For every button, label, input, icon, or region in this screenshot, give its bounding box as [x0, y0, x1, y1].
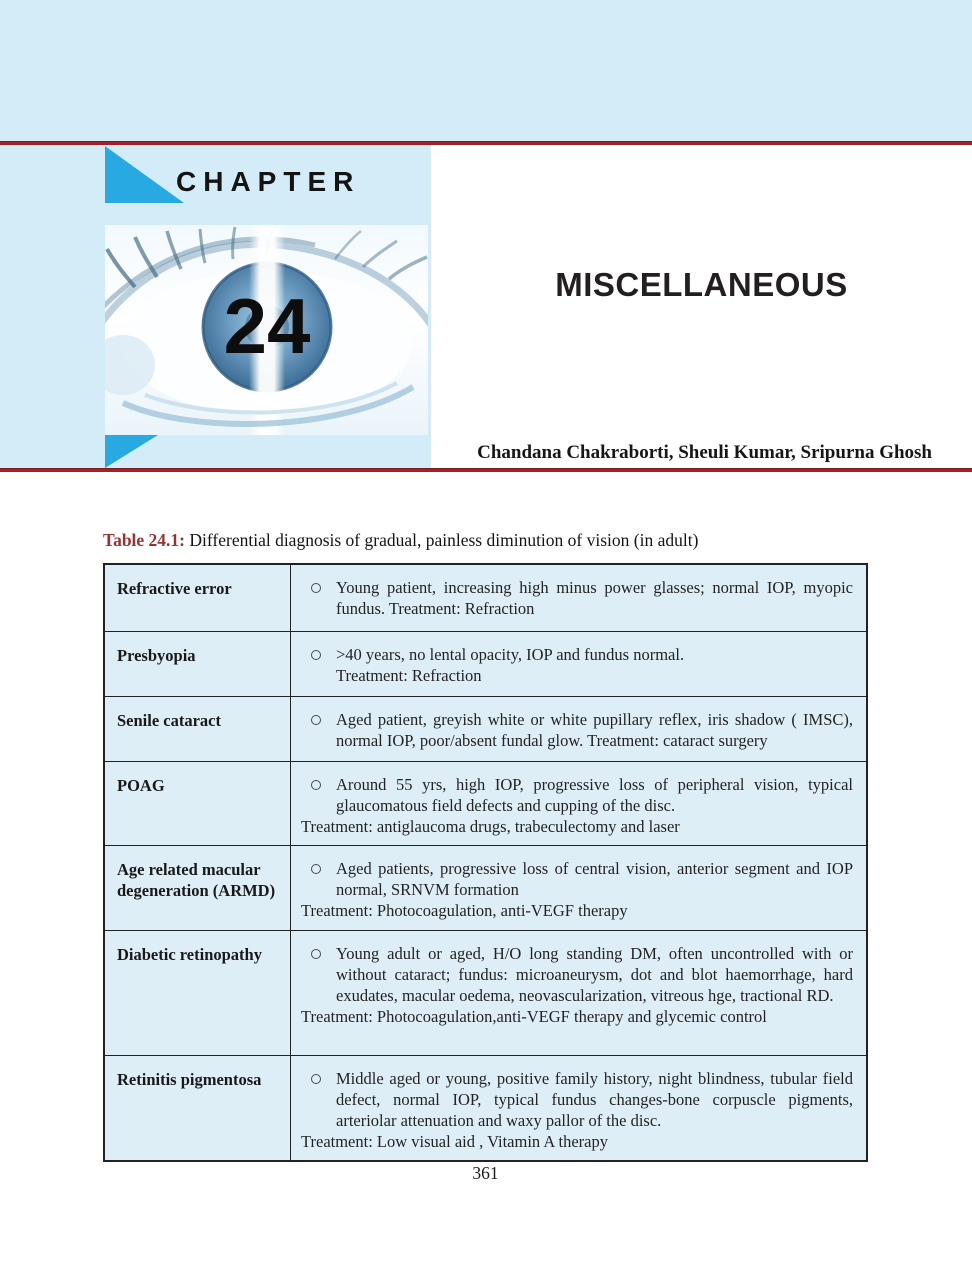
bullet-text [336, 774, 853, 816]
page-number: 361 [472, 1163, 499, 1183]
row-content [291, 846, 866, 930]
bullet-text [336, 858, 853, 900]
table-row [105, 1055, 866, 1160]
row-label: POAG [105, 762, 291, 845]
eye-image [105, 225, 428, 435]
table-row [105, 565, 866, 631]
bullet-text [336, 644, 853, 686]
point-text: Aged patients, progressive loss of central vision, anterior segment and IOP normal, SRNVM formation [336, 859, 853, 899]
treatment-text: Treatment: Photocoagulation,anti-VEGF therapy and glycemic control [301, 1007, 767, 1026]
table-caption-label: Table 24.1: [103, 530, 186, 550]
point-text: Young patient, increasing high minus power glasses; normal IOP, myopic fundus. Treatment: Refraction [336, 578, 853, 618]
table-caption [103, 530, 698, 551]
bullet-item [301, 709, 853, 751]
bullet-icon [311, 715, 321, 725]
bullet-icon [311, 864, 321, 874]
row-label: Senile cataract [105, 697, 291, 761]
row-content [291, 632, 866, 696]
bullet-icon [311, 650, 321, 660]
row-content [291, 565, 866, 631]
bullet-item [301, 1068, 853, 1131]
row-content [291, 697, 866, 761]
chapter-label: CHAPTER [176, 166, 361, 197]
bullet-item [301, 858, 853, 900]
bullet-text [336, 577, 853, 619]
row-label: Diabetic retinopathy [105, 931, 291, 1055]
page-title: MISCELLANEOUS [555, 266, 848, 303]
top-band [0, 0, 972, 141]
bullet-icon [311, 780, 321, 790]
table-row [105, 845, 866, 930]
point-text-cont: Treatment: Refraction [336, 666, 482, 685]
point-text: Middle aged or young, positive family history, night blindness, tubular field defect, normal IOP, typical fundus changes-bone corpuscle pigments, arteriolar attenuation and waxy pallor of the disc. [336, 1069, 853, 1130]
table-row [105, 930, 866, 1055]
bullet-text [336, 1068, 853, 1131]
row-content [291, 931, 866, 1055]
treatment-text: Treatment: antiglaucoma drugs, trabeculectomy and laser [301, 817, 680, 836]
diagnosis-table [103, 563, 868, 1162]
header-bottom-rule [0, 468, 972, 472]
authors-line: Chandana Chakraborti, Sheuli Kumar, Sripurna Ghosh [477, 442, 932, 463]
bullet-icon [311, 1074, 321, 1084]
table-row [105, 696, 866, 761]
bullet-item [301, 774, 853, 816]
bullet-icon [311, 949, 321, 959]
row-content [291, 762, 866, 845]
table-row [105, 761, 866, 845]
point-text: Around 55 yrs, high IOP, progressive loss of peripheral vision, typical glaucomatous field defects and cupping of the disc. [336, 775, 853, 815]
bullet-text [336, 709, 853, 751]
row-label: Refractive error [105, 565, 291, 631]
eye-illustration [105, 225, 428, 435]
treatment-text: Treatment: Low visual aid , Vitamin A therapy [301, 1132, 608, 1151]
row-label: Age related macular degeneration (ARMD) [105, 846, 291, 930]
table-row [105, 631, 866, 696]
row-content [291, 1056, 866, 1160]
row-label: Retinitis pigmentosa [105, 1056, 291, 1160]
table-caption-text: Differential diagnosis of gradual, painless diminution of vision (in adult) [185, 530, 699, 550]
bullet-icon [311, 583, 321, 593]
bullet-item [301, 577, 853, 619]
bullet-item [301, 644, 853, 686]
point-text: Young adult or aged, H/O long standing DM, often uncontrolled with or without cataract; fundus: microaneurysm, dot and blot haemorrhage, hard exudates, macular oedema, neovascularization, vitreous hge, tractional RD. [336, 944, 853, 1005]
point-text: Aged patient, greyish white or white pupillary reflex, iris shadow ( IMSC), normal IOP, poor/absent fundal glow. Treatment: cataract surgery [336, 710, 853, 750]
row-label: Presbyopia [105, 632, 291, 696]
bullet-item [301, 943, 853, 1006]
chapter-number: 24 [223, 282, 311, 370]
point-text: >40 years, no lental opacity, IOP and fundus normal. [336, 645, 685, 664]
treatment-text: Treatment: Photocoagulation, anti-VEGF therapy [301, 901, 628, 920]
bullet-text [336, 943, 853, 1006]
